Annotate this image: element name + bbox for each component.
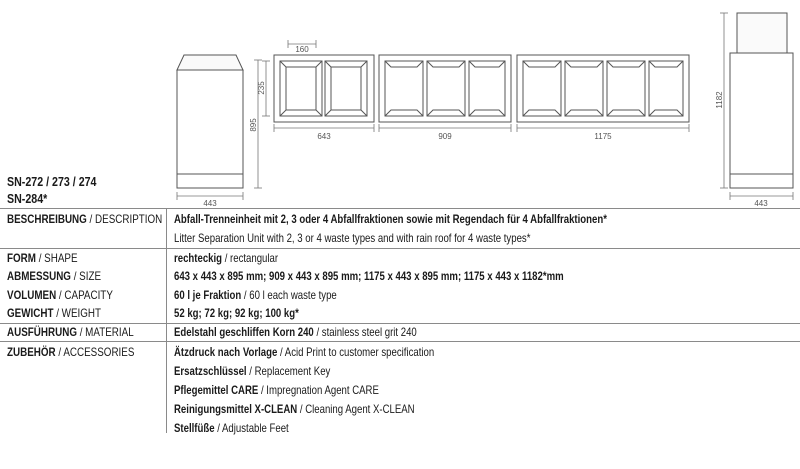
value-accessory-acid-print: Ätzdruck nach Vorlage / Acid Print to customer specification	[174, 345, 435, 359]
model-name-2: SN-284*	[7, 191, 48, 206]
width-dim-643: 643	[317, 132, 331, 141]
label-capacity: VOLUMEN / CAPACITY	[7, 288, 113, 302]
width-dim-909: 909	[438, 132, 452, 141]
label-weight: GEWICHT / WEIGHT	[7, 306, 102, 320]
divider	[0, 341, 800, 342]
value-weight: 52 kg; 72 kg; 92 kg; 100 kg*	[174, 306, 299, 320]
front-view-dimensions	[262, 40, 689, 132]
right-depth-dim: 443	[754, 199, 768, 208]
label-description: BESCHREIBUNG / DESCRIPTION	[7, 212, 163, 226]
value-accessory-feet: Stellfüße / Adjustable Feet	[174, 421, 289, 435]
right-height-dim: 1182	[715, 91, 724, 109]
value-accessory-replacement-key: Ersatzschlüssel / Replacement Key	[174, 364, 331, 378]
divider	[0, 208, 800, 209]
front-view-3-fractions	[379, 55, 511, 122]
value-description-en: Litter Separation Unit with 2, 3 or 4 waste types and with rain roof for 4 waste types*	[174, 231, 531, 245]
label-size: ABMESSUNG / SIZE	[7, 269, 102, 283]
side-view-unit	[177, 55, 243, 188]
left-depth-dim: 443	[203, 199, 217, 208]
width-dim-1175: 1175	[594, 132, 612, 141]
panel-height-dim: 235	[257, 81, 266, 95]
label-material: AUSFÜHRUNG / MATERIAL	[7, 325, 134, 339]
front-view-2-fractions	[274, 55, 374, 122]
technical-drawings	[0, 0, 800, 210]
column-divider	[166, 208, 167, 433]
handle-width-dim: 160	[295, 45, 309, 54]
label-accessories: ZUBEHÖR / ACCESSORIES	[7, 345, 135, 359]
value-accessory-x-clean: Reinigungsmittel X-CLEAN / Cleaning Agent X-CLEAN	[174, 402, 415, 416]
model-name-1: SN-272 / 273 / 274	[7, 174, 97, 189]
left-height-dim: 895	[249, 118, 258, 132]
value-material: Edelstahl geschliffen Korn 240 / stainless steel grit 240	[174, 325, 417, 339]
value-description-de: Abfall-Trenneinheit mit 2, 3 oder 4 Abfallfraktionen sowie mit Regendach für 4 Abfallfraktionen*	[174, 212, 607, 226]
value-accessory-care: Pflegemittel CARE / Impregnation Agent CARE	[174, 383, 379, 397]
value-shape: rechteckig / rectangular	[174, 251, 279, 265]
value-size: 643 x 443 x 895 mm; 909 x 443 x 895 mm; 1175 x 443 x 895 mm; 1175 x 443 x 1182*mm	[174, 269, 564, 283]
front-view-4-fractions	[517, 55, 689, 122]
value-capacity: 60 l je Fraktion / 60 l each waste type	[174, 288, 337, 302]
divider	[0, 323, 800, 324]
divider	[0, 248, 800, 249]
tall-unit-with-roof	[730, 13, 793, 188]
label-shape: FORM / SHAPE	[7, 251, 78, 265]
